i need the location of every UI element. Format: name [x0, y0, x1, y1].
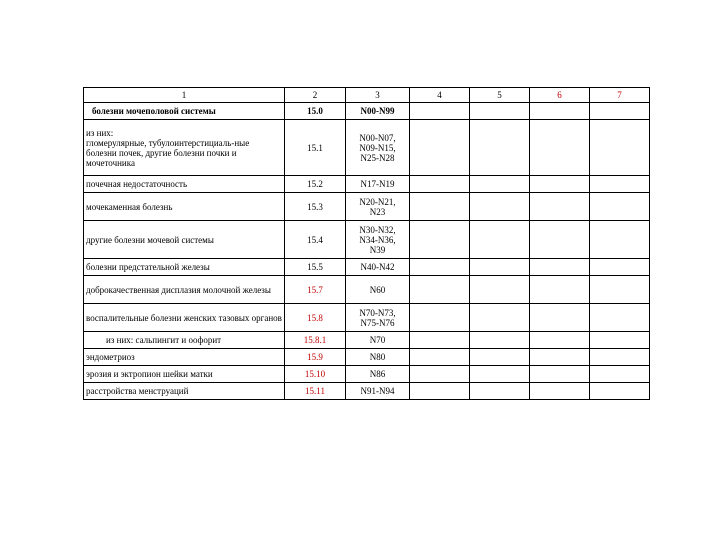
header-col-1: 1 — [84, 88, 285, 103]
row-code: N20-N21, N23 — [346, 193, 410, 221]
empty-cell — [410, 259, 470, 276]
header-col-4: 4 — [410, 88, 470, 103]
empty-cell — [590, 304, 650, 332]
table-row — [84, 366, 650, 383]
empty-cell — [410, 276, 470, 304]
row-number: 15.3 — [285, 193, 346, 221]
empty-cell — [590, 366, 650, 383]
row-number: 15.8.1 — [285, 332, 346, 349]
empty-cell — [530, 103, 590, 120]
row-number: 15.5 — [285, 259, 346, 276]
empty-cell — [590, 276, 650, 304]
row-code: N00-N07, N09-N15, N25-N28 — [346, 120, 410, 176]
table-row — [84, 120, 650, 176]
row-name: болезни мочеполовой системы — [84, 103, 285, 120]
empty-cell — [470, 276, 530, 304]
row-code: N40-N42 — [346, 259, 410, 276]
table-row — [84, 259, 650, 276]
empty-cell — [470, 120, 530, 176]
table-row — [84, 349, 650, 366]
row-number: 15.7 — [285, 276, 346, 304]
empty-cell — [530, 366, 590, 383]
empty-cell — [590, 259, 650, 276]
row-number: 15.0 — [285, 103, 346, 120]
empty-cell — [590, 221, 650, 259]
empty-cell — [590, 120, 650, 176]
empty-cell — [590, 349, 650, 366]
row-name: из них: сальпингит и оофорит — [84, 332, 285, 349]
empty-cell — [530, 120, 590, 176]
header-col-6: 6 — [530, 88, 590, 103]
table-row — [84, 176, 650, 193]
empty-cell — [530, 349, 590, 366]
row-code: N86 — [346, 366, 410, 383]
row-name: доброкачественная дисплазия молочной железы — [84, 276, 285, 304]
empty-cell — [530, 176, 590, 193]
row-name: воспалительные болезни женских тазовых органов — [84, 304, 285, 332]
empty-cell — [470, 366, 530, 383]
empty-cell — [470, 221, 530, 259]
row-name: почечная недостаточность — [84, 176, 285, 193]
row-number: 15.4 — [285, 221, 346, 259]
table-row — [84, 332, 650, 349]
row-name: мочекаменная болезнь — [84, 193, 285, 221]
diseases-table — [83, 87, 650, 400]
header-col-5: 5 — [470, 88, 530, 103]
empty-cell — [410, 193, 470, 221]
row-code: N70 — [346, 332, 410, 349]
table-row — [84, 276, 650, 304]
table-row — [84, 103, 650, 120]
row-number: 15.2 — [285, 176, 346, 193]
row-name: болезни предстательной железы — [84, 259, 285, 276]
empty-cell — [470, 349, 530, 366]
empty-cell — [410, 103, 470, 120]
row-number: 15.9 — [285, 349, 346, 366]
header-col-3: 3 — [346, 88, 410, 103]
empty-cell — [590, 193, 650, 221]
row-number: 15.11 — [285, 383, 346, 400]
empty-cell — [410, 120, 470, 176]
empty-cell — [410, 332, 470, 349]
row-number: 15.10 — [285, 366, 346, 383]
row-name: эрозия и эктропион шейки матки — [84, 366, 285, 383]
empty-cell — [470, 304, 530, 332]
empty-cell — [470, 383, 530, 400]
row-code: N30-N32, N34-N36, N39 — [346, 221, 410, 259]
empty-cell — [470, 193, 530, 221]
empty-cell — [410, 176, 470, 193]
empty-cell — [530, 276, 590, 304]
empty-cell — [530, 304, 590, 332]
empty-cell — [410, 221, 470, 259]
row-name: расстройства менструаций — [84, 383, 285, 400]
row-code: N91-N94 — [346, 383, 410, 400]
row-code: N17-N19 — [346, 176, 410, 193]
empty-cell — [530, 193, 590, 221]
empty-cell — [470, 103, 530, 120]
empty-cell — [590, 103, 650, 120]
empty-cell — [530, 383, 590, 400]
row-name: другие болезни мочевой системы — [84, 221, 285, 259]
empty-cell — [470, 332, 530, 349]
row-number: 15.1 — [285, 120, 346, 176]
table-row — [84, 383, 650, 400]
row-name: эндометриоз — [84, 349, 285, 366]
header-col-7: 7 — [590, 88, 650, 103]
empty-cell — [530, 332, 590, 349]
row-name: из них: гломерулярные, тубулоинтерстициаль-ные болезни почек, другие болезни почки и мочеточника — [84, 120, 285, 176]
empty-cell — [590, 332, 650, 349]
table-row — [84, 193, 650, 221]
row-number: 15.8 — [285, 304, 346, 332]
empty-cell — [410, 383, 470, 400]
empty-cell — [470, 259, 530, 276]
empty-cell — [470, 176, 530, 193]
empty-cell — [410, 349, 470, 366]
empty-cell — [530, 221, 590, 259]
row-code: N70-N73, N75-N76 — [346, 304, 410, 332]
row-code: N60 — [346, 276, 410, 304]
table-row — [84, 221, 650, 259]
row-code: N80 — [346, 349, 410, 366]
empty-cell — [410, 366, 470, 383]
header-col-2: 2 — [285, 88, 346, 103]
table-row — [84, 304, 650, 332]
empty-cell — [590, 176, 650, 193]
row-code: N00-N99 — [346, 103, 410, 120]
empty-cell — [410, 304, 470, 332]
empty-cell — [530, 259, 590, 276]
header-row — [84, 88, 650, 103]
empty-cell — [590, 383, 650, 400]
